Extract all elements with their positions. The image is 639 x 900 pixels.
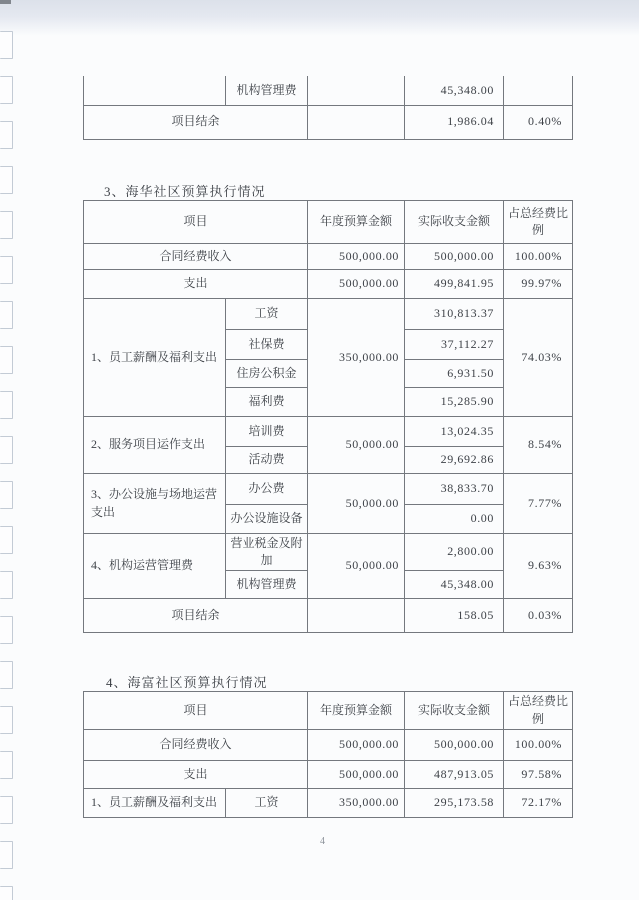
col-header-ratio: 占总经费比例: [504, 692, 573, 730]
cell-budget-amount: 350,000.00: [308, 299, 405, 417]
cell-actual-amount: 487,913.05: [405, 761, 504, 789]
cell-empty-category: [84, 76, 226, 105]
binding-hole-mark: [0, 391, 13, 419]
binding-hole-mark: [0, 346, 13, 374]
cell-subitem-label: 办公设施设备: [226, 505, 308, 534]
binding-hole-mark: [0, 166, 13, 194]
cell-group-label: 4、机构运营管理费: [84, 534, 226, 599]
cell-percent: 100.00%: [504, 244, 573, 270]
cell-percent: 99.97%: [504, 270, 573, 299]
cell-percent: 0.03%: [504, 599, 573, 633]
cell-group-label: 1、员工薪酬及福利支出: [84, 299, 226, 417]
cell-income-label: 合同经费收入: [84, 244, 308, 270]
cell-subitem-label: 营业税金及附加: [226, 534, 308, 571]
binding-hole-mark: [0, 571, 13, 599]
binding-hole-mark: [0, 661, 13, 689]
cell-subitem-label: 住房公积金: [226, 360, 308, 388]
cell-subitem-label: 机构管理费: [226, 571, 308, 599]
cell-actual-amount: 500,000.00: [405, 244, 504, 270]
cell-actual-amount: 13,024.35: [405, 417, 504, 447]
binding-hole-mark: [0, 886, 13, 900]
page-number: 4: [320, 836, 326, 847]
cell-actual-amount: 310,813.37: [405, 299, 504, 330]
table-fragment-previous-section: [83, 76, 573, 140]
cell-percent: 8.54%: [504, 417, 573, 474]
binding-hole-mark: [0, 211, 13, 239]
section-title-haifu: 4、海富社区预算执行情况: [106, 675, 268, 690]
cell-expense-label: 支出: [84, 270, 308, 299]
cell-percent: 97.58%: [504, 761, 573, 789]
section-title-haihua: 3、海华社区预算执行情况: [104, 184, 266, 199]
cell-budget-amount: 500,000.00: [308, 244, 405, 270]
cell-income-label: 合同经费收入: [84, 730, 308, 761]
col-header-actual: 实际收支金额: [405, 692, 504, 730]
cell-subitem-label: 办公费: [226, 474, 308, 505]
col-header-item: 项目: [84, 692, 308, 730]
cell-actual-amount: 29,692.86: [405, 447, 504, 474]
cell-empty-percent: [504, 76, 573, 105]
cell-budget-amount: 500,000.00: [308, 730, 405, 761]
col-header-actual: 实际收支金额: [405, 201, 504, 244]
cell-actual-amount: 15,285.90: [405, 388, 504, 417]
cell-budget-amount: 50,000.00: [308, 417, 405, 474]
cell-subitem-label: 活动费: [226, 447, 308, 474]
cell-subitem-label: 社保费: [226, 330, 308, 360]
binding-hole-mark: [0, 616, 13, 644]
scan-corner-artifact: [0, 0, 11, 4]
cell-actual-amount: 0.00: [405, 505, 504, 534]
scan-shade-band: [0, 0, 639, 36]
budget-table-haifu: [83, 691, 573, 818]
cell-expense-label: 支出: [84, 761, 308, 789]
cell-percent: 7.77%: [504, 474, 573, 534]
binding-hole-mark: [0, 841, 13, 869]
cell-actual-amount: 295,173.58: [405, 789, 504, 818]
cell-subitem-label: 工资: [226, 299, 308, 330]
cell-group-label: 2、服务项目运作支出: [84, 417, 226, 474]
cell-budget-amount: 500,000.00: [308, 270, 405, 299]
cell-empty-budget: [308, 599, 405, 633]
binding-hole-mark: [0, 436, 13, 464]
cell-percent: 0.40%: [504, 105, 573, 139]
cell-percent: 9.63%: [504, 534, 573, 599]
cell-budget-amount: 50,000.00: [308, 534, 405, 599]
col-header-budget: 年度预算金额: [308, 692, 405, 730]
cell-actual-amount: 38,833.70: [405, 474, 504, 505]
cell-subitem-label: 机构管理费: [226, 76, 308, 105]
binding-hole-mark: [0, 121, 13, 149]
cell-actual-amount: 45,348.00: [405, 76, 504, 105]
binding-hole-mark: [0, 301, 13, 329]
cell-percent: 72.17%: [504, 789, 573, 818]
cell-subitem-label: 工资: [226, 789, 308, 818]
cell-actual-amount: 45,348.00: [405, 571, 504, 599]
cell-group-label: 3、办公设施与场地运营支出: [84, 474, 226, 534]
cell-budget-amount: 350,000.00: [308, 789, 405, 818]
binding-hole-mark: [0, 526, 13, 554]
col-header-ratio: 占总经费比例: [504, 201, 573, 244]
binding-hole-mark: [0, 706, 13, 734]
cell-subitem-label: 培训费: [226, 417, 308, 447]
budget-table-haihua: [83, 200, 573, 633]
cell-subitem-label: 福利费: [226, 388, 308, 417]
cell-actual-amount: 6,931.50: [405, 360, 504, 388]
binding-hole-mark: [0, 256, 13, 284]
cell-actual-amount: 37,112.27: [405, 330, 504, 360]
cell-actual-amount: 500,000.00: [405, 730, 504, 761]
cell-group-label: 1、员工薪酬及福利支出: [84, 789, 226, 818]
binding-hole-mark: [0, 76, 13, 104]
cell-empty-budget: [308, 76, 405, 105]
cell-balance-label: 项目结余: [84, 105, 308, 139]
cell-empty-budget: [308, 105, 405, 139]
cell-actual-amount: 1,986.04: [405, 105, 504, 139]
binding-holes: [0, 31, 16, 900]
binding-hole-mark: [0, 796, 13, 824]
binding-hole-mark: [0, 481, 13, 509]
cell-percent: 74.03%: [504, 299, 573, 417]
cell-actual-amount: 158.05: [405, 599, 504, 633]
col-header-budget: 年度预算金额: [308, 201, 405, 244]
col-header-item: 项目: [84, 201, 308, 244]
cell-actual-amount: 499,841.95: [405, 270, 504, 299]
cell-balance-label: 项目结余: [84, 599, 308, 633]
cell-percent: 100.00%: [504, 730, 573, 761]
cell-actual-amount: 2,800.00: [405, 534, 504, 571]
binding-hole-mark: [0, 751, 13, 779]
cell-budget-amount: 50,000.00: [308, 474, 405, 534]
binding-hole-mark: [0, 31, 13, 59]
cell-budget-amount: 500,000.00: [308, 761, 405, 789]
